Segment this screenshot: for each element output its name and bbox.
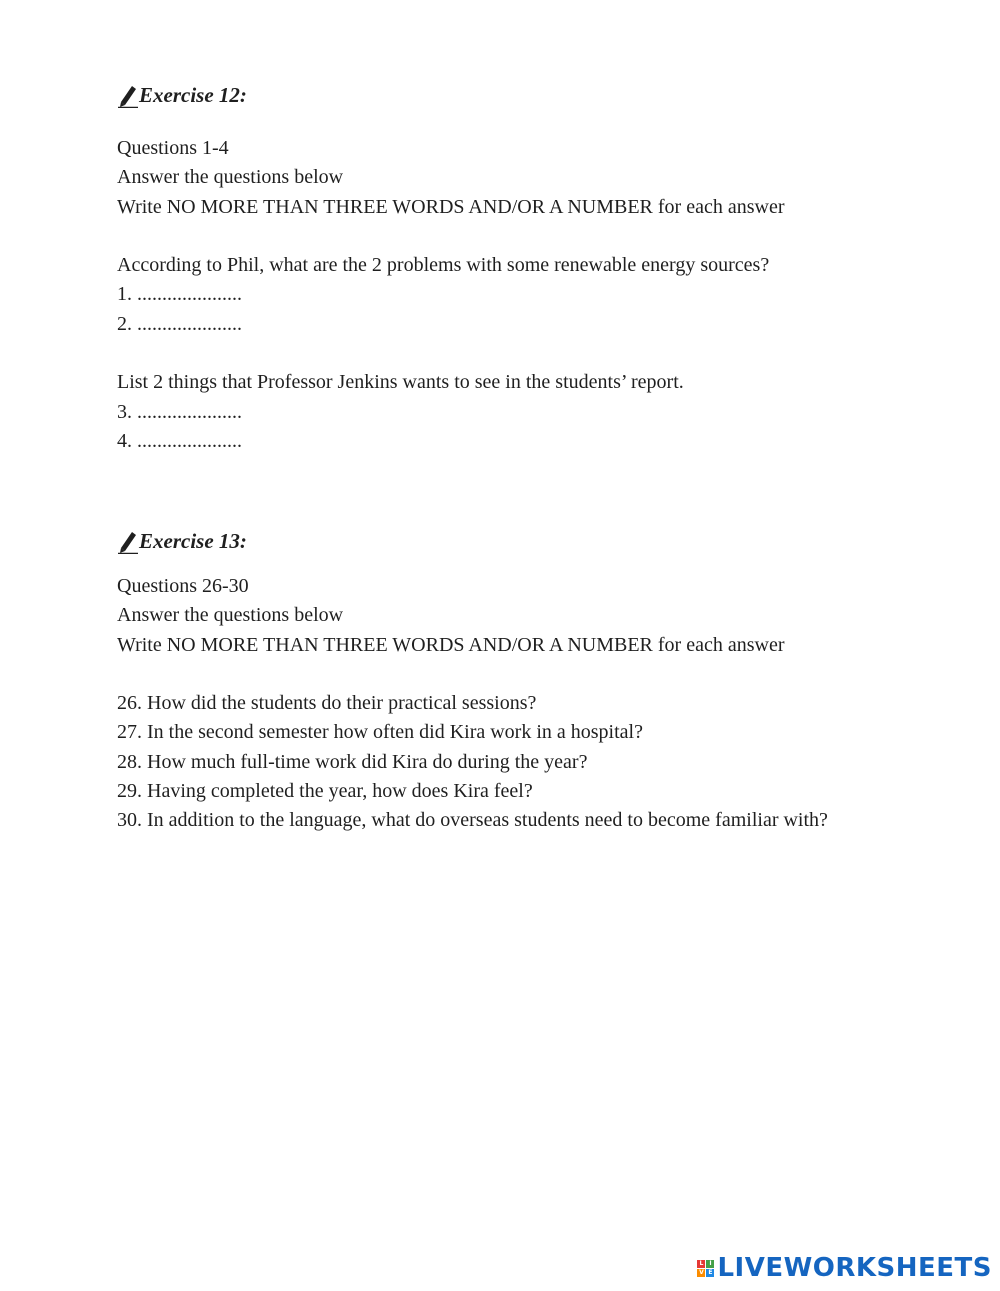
answer-blank-4[interactable]: 4. ..................... bbox=[117, 429, 242, 452]
exercise-13-instruction: Answer the questions below bbox=[117, 604, 344, 627]
exercise-13-word-limit: Write NO MORE THAN THREE WORDS AND/OR A NUMBER for each answer bbox=[117, 633, 785, 656]
exercise-13-questions-range: Questions 26-30 bbox=[117, 575, 249, 597]
logo-squares-icon bbox=[697, 1260, 714, 1277]
logo-square: V bbox=[699, 1268, 704, 1276]
exercise-12-question-b: List 2 things that Professor Jenkins wants to see in the students’ report. bbox=[117, 371, 684, 394]
answer-blank-2[interactable]: 2. ..................... bbox=[117, 312, 242, 335]
question-28: 28. How much full-time work did Kira do during the year? bbox=[117, 750, 588, 773]
exercise-12-question-a: According to Phil, what are the 2 problems with some renewable energy sources? bbox=[117, 254, 770, 277]
exercise-12-word-limit: Write NO MORE THAN THREE WORDS AND/OR A NUMBER for each answer bbox=[117, 195, 785, 218]
exercise-13-section bbox=[117, 526, 917, 836]
question-26: 26. How did the students do their practical sessions? bbox=[117, 692, 537, 715]
pen-icon bbox=[117, 528, 139, 554]
exercise-13-title: Exercise 13: bbox=[139, 528, 247, 553]
exercise-12-heading bbox=[117, 80, 917, 110]
question-29: 29. Having completed the year, how does Kira feel? bbox=[117, 780, 533, 803]
logo-square: I bbox=[706, 1260, 714, 1268]
exercise-12-section bbox=[117, 80, 917, 456]
exercise-12-instruction: Answer the questions below bbox=[117, 166, 344, 189]
pen-icon bbox=[117, 82, 139, 108]
liveworksheets-logo bbox=[697, 1253, 992, 1283]
logo-text: LIVEWORKSHEETS bbox=[717, 1253, 992, 1283]
logo-square: L bbox=[697, 1260, 705, 1268]
answer-blank-3[interactable]: 3. ..................... bbox=[117, 400, 242, 423]
question-27: 27. In the second semester how often did Kira work in a hospital? bbox=[117, 721, 643, 744]
exercise-13-heading bbox=[117, 526, 917, 556]
question-30: 30. In addition to the language, what do overseas students need to become familiar with? bbox=[117, 809, 828, 832]
answer-blank-1[interactable]: 1. ..................... bbox=[117, 283, 242, 306]
exercise-12-title: Exercise 12: bbox=[139, 82, 247, 107]
logo-square: E bbox=[708, 1268, 713, 1276]
exercise-12-questions-range: Questions 1-4 bbox=[117, 137, 229, 159]
